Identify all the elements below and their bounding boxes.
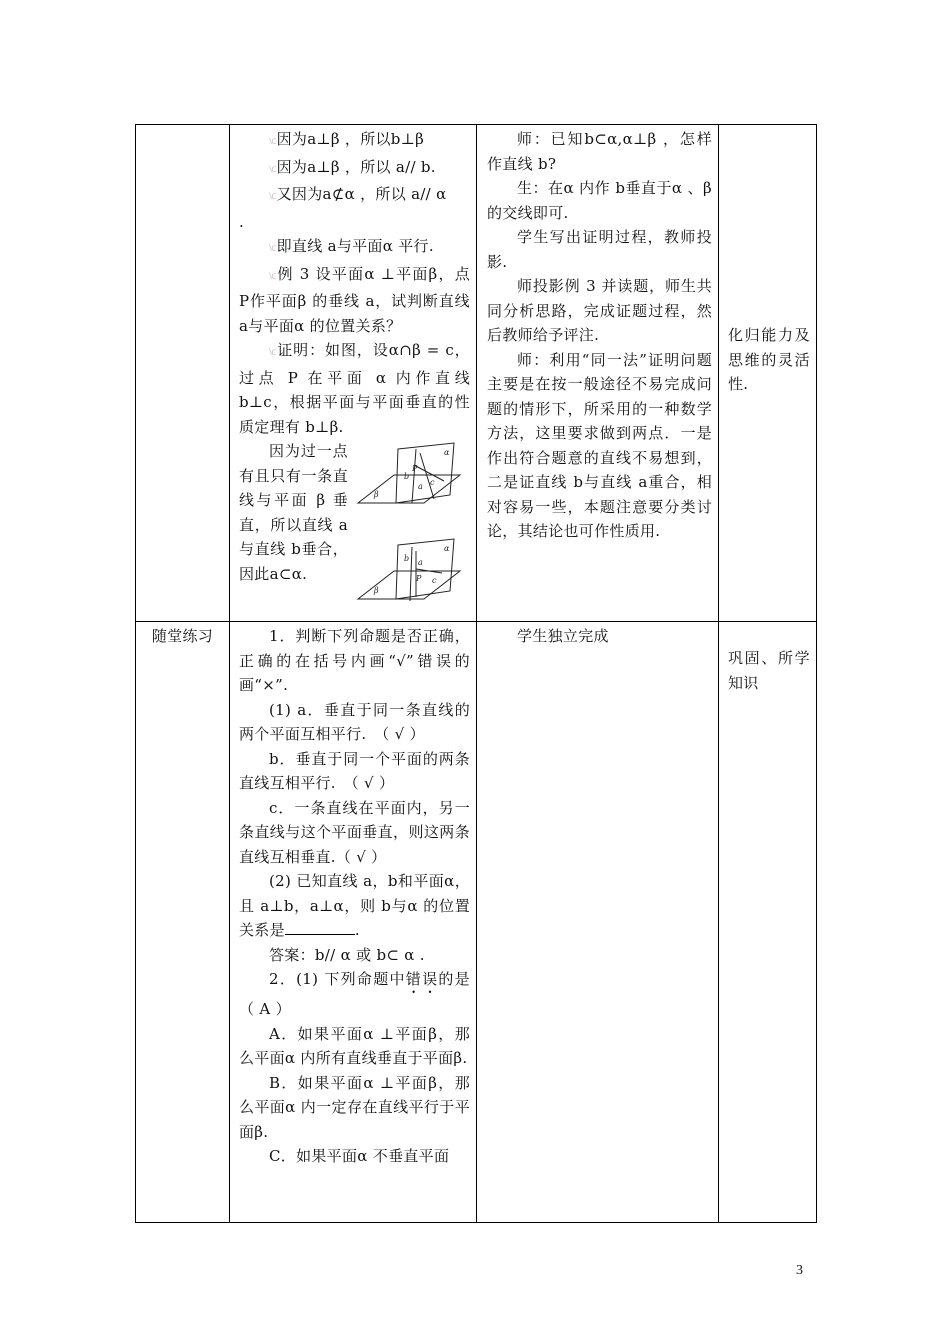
page-number: 3 xyxy=(796,1263,803,1278)
figure-label: b xyxy=(404,554,410,563)
proof-line: 因为a⊥β ，所以b⊥β xyxy=(276,130,425,148)
teacher-question: 师：已知b⊂α,α⊥β ，怎样作直线 b? xyxy=(487,130,712,173)
table-row xyxy=(136,125,817,622)
figure-label: α xyxy=(444,448,450,457)
figure-label: α xyxy=(444,544,450,553)
question-text: (1) a．垂直于同一条直线的两个平面互相平行. （ √ ） xyxy=(239,700,470,743)
question-text: (2) 已知直线 a，b和平面α，且 a⊥b，a⊥α，则 b与α 的位置关系是 xyxy=(239,872,470,939)
activity-text: 学生独立完成 xyxy=(517,627,609,645)
proof-text: 证明：如图，设α∩β = c，过点 P 在平面 α 内作直线 b⊥c，根据平面与平面垂直的性质定理有 b⊥β. xyxy=(239,341,470,436)
question-text: b．垂直于同一个平面的两条直线互相平行. （ √ ） xyxy=(239,749,470,792)
question-text: c．一条直线在平面内，另一条直线与这个平面垂直，则这两条直线互相垂直.（ √ ） xyxy=(239,798,470,866)
section-label: 随堂练习 xyxy=(151,627,214,645)
content-cell: ⟈因为a⊥β ，所以b⊥β ⟈因为a⊥β ，所以 a// b. ⟈又因为a⊄α ，所以 a// α . ⟈即直线 a与平面α 平行. ⟈例 3 设平面α ⊥平面β，点 P作平面β 的垂线 a，试判断直线 a与平面α 的位置关系？ ⟈证明：如图，设α∩β = c，过点 P 在平面 α 内作直线 b⊥c，根据平面与平面垂直的性质定理有 b⊥β. α P b a c β α b a P c β 因为过一点有且只有一条直线与平面 β 垂直，所以直线 a与直线 b垂合，因此a⊂α. xyxy=(230,125,477,622)
activity-text: 学生写出证明过程，教师投影. xyxy=(487,228,712,271)
emphasis-text: 错误 xyxy=(405,970,439,988)
goal-text: 化归能力及思维的灵活性. xyxy=(728,326,810,393)
activity-cell xyxy=(477,622,719,1223)
figure-label: a xyxy=(418,558,424,567)
figure-label: P xyxy=(412,464,418,473)
answer-text: 答案：b// α 或 b⊂ α . xyxy=(269,945,425,964)
figure-label: a xyxy=(418,482,424,491)
option-b: B．如果平面α ⊥平面β，那么平面α 内一定存在直线平行于平面β. xyxy=(239,1073,470,1141)
figure-label: P xyxy=(416,574,422,583)
figure-label: c xyxy=(432,576,437,585)
question-text: 2．(1) 下列命题中 xyxy=(269,970,406,988)
figure-label: β xyxy=(374,490,379,499)
proof-line: . xyxy=(239,212,245,231)
goal-cell xyxy=(719,622,817,1223)
exercise-cell: 1．判断下列命题是否正确，正确的在括号内画“√”错误的画“×”. (1) a．垂直于同一条直线的两个平面互相平行. （ √ ） b．垂直于同一个平面的两条直线互相平行. （ √ ） c．一条直线在平面内，另一条直线与这个平面垂直，则这两条直线互相垂直.（ √ ） (2) 已知直线 a，b和平面α，且 a⊥b，a⊥α，则 b与α 的位置关系是 . 答案：b// α 或 b⊂ α . 2．(1) 下列命题中错误的是（ A ） A．如果平面α ⊥平面β，那么平面α 内所有直线垂直于平面β. B．如果平面α ⊥平面β，那么平面α 内一定存在直线平行于平面β. C．如果平面α 不垂直平面 xyxy=(230,622,477,1223)
figure-label: c xyxy=(430,478,435,487)
perpendicular-planes-figure xyxy=(354,441,464,619)
example-3-text: 例 3 设平面α ⊥平面β，点 P作平面β 的垂线 a，试判断直线 a与平面α 的位置关系？ xyxy=(239,264,470,335)
table-row xyxy=(136,622,817,1223)
goal-cell xyxy=(719,125,817,622)
proof-text: 因为过一点有且只有一条直线与平面 β 垂直，所以直线 a与直线 b垂合，因此a⊂α. xyxy=(239,442,348,583)
option-c: C．如果平面α 不垂直平面 xyxy=(269,1147,450,1165)
proof-line: 因为a⊥β ，所以 a// b. xyxy=(276,157,436,176)
activity-text: 师投影例 3 并读题，师生共同分析思路，完成证题过程，然后教师给予评注. xyxy=(487,277,712,344)
teacher-comment: 师：利用“同一法”证明问题主要是在按一般途径不易完成问题的情形下，所采用的一种数学方法，这里要求做到两点．一是作出符合题意的直线不易想到，二是证直线 b与直线 a重合，相对容易一些，本题注意要分类讨论，其结论也可作性质用. xyxy=(487,350,712,540)
proof-line: 又因为a⊄α ，所以 a// α xyxy=(276,185,447,203)
goal-text: 巩固、所学知识 xyxy=(728,649,810,692)
option-a: A．如果平面α ⊥平面β，那么平面α 内所有直线垂直于平面β. xyxy=(239,1024,470,1067)
student-answer: 生：在α 内作 b垂直于α 、β 的交线即可. xyxy=(487,179,712,222)
activity-cell xyxy=(477,125,719,622)
lesson-table xyxy=(135,124,817,1223)
empty-label-cell xyxy=(136,125,230,622)
question-text: 1．判断下列命题是否正确，正确的在括号内画“√”错误的画“×”. xyxy=(239,627,470,694)
label-cell xyxy=(136,622,230,1223)
figure-label: b xyxy=(404,472,410,481)
conclusion-text: 即直线 a与平面α 平行. xyxy=(276,237,434,255)
figure-label: β xyxy=(374,586,379,595)
answer-blank xyxy=(285,920,355,935)
